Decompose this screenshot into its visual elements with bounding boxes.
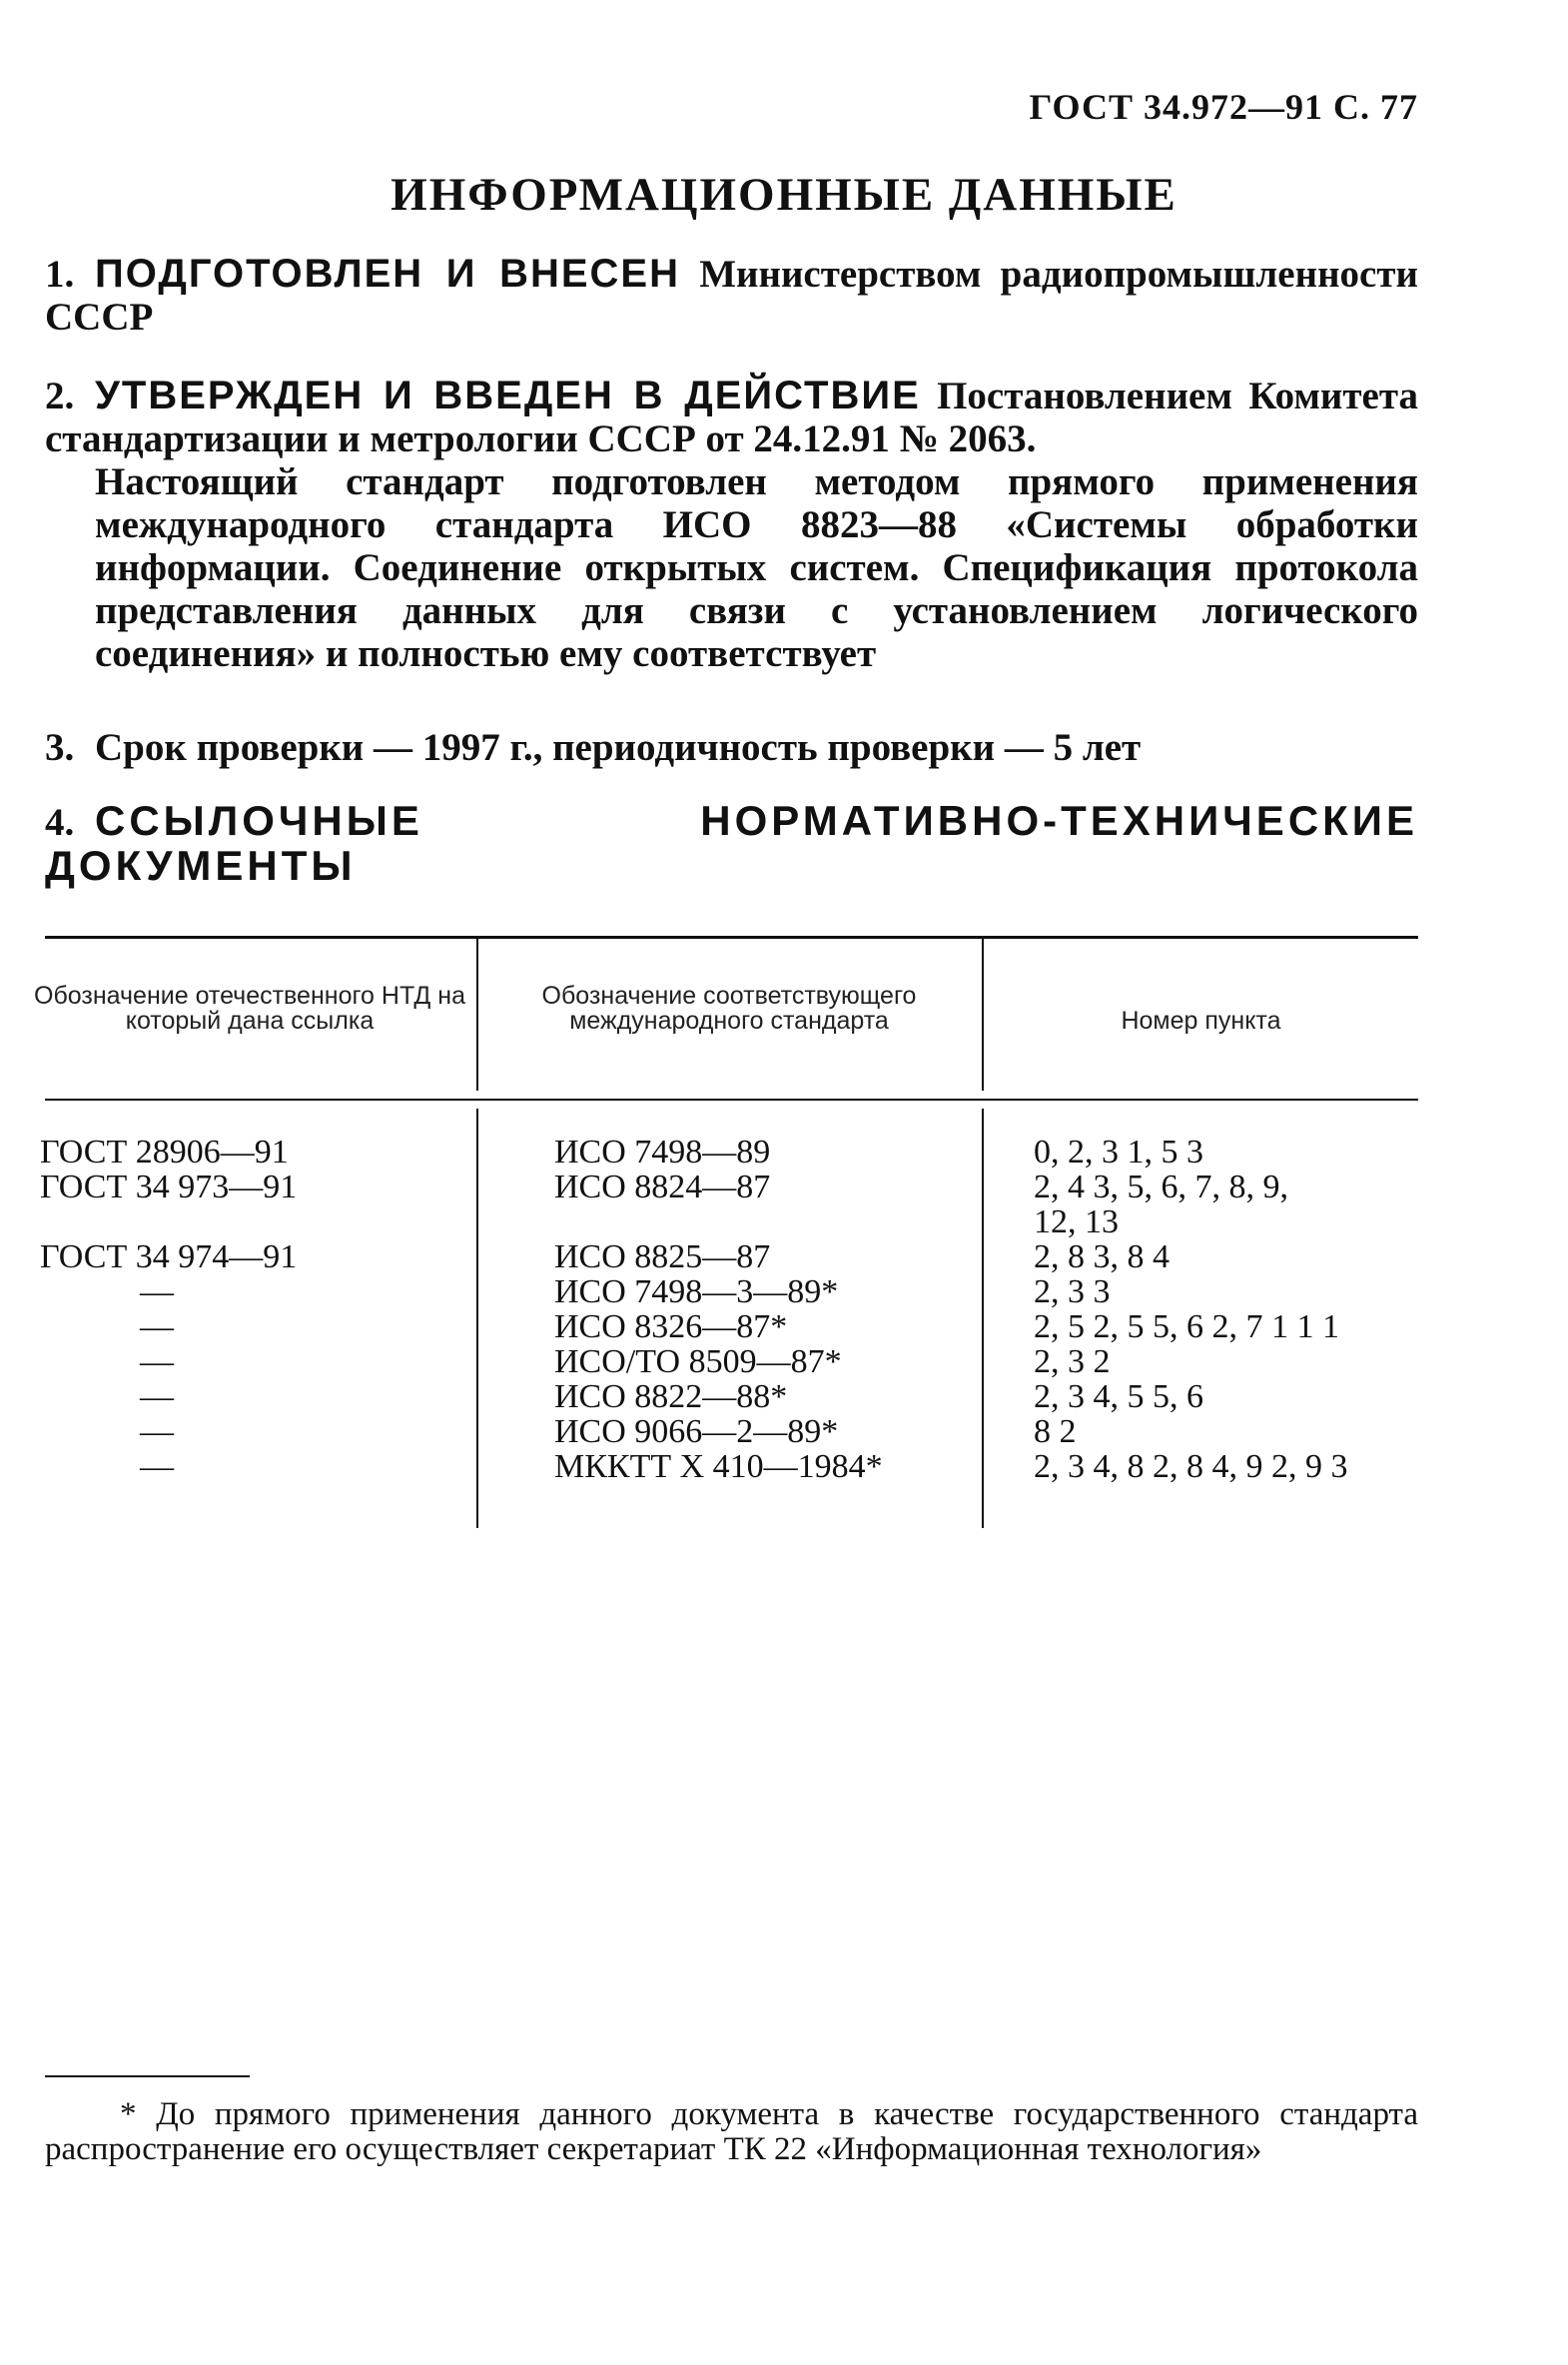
table-cell: 2, 8 3, 8 4 xyxy=(1034,1238,1170,1275)
table-cell: — xyxy=(140,1308,174,1345)
table-cell: 2, 3 4, 5 5, 6 xyxy=(1034,1378,1203,1415)
table-cell: ИСО 8822—88* xyxy=(554,1378,788,1415)
table-cell: ГОСТ 34 973—91 xyxy=(40,1169,298,1205)
info-item-3 xyxy=(45,726,1418,769)
item-number: 2. xyxy=(45,375,75,417)
header-divider xyxy=(982,939,984,1091)
header-divider xyxy=(476,939,478,1091)
table-cell: 0, 2, 3 1, 5 3 xyxy=(1034,1134,1203,1171)
table-cell: — xyxy=(140,1413,174,1450)
item-heading: ПОДГОТОВЛЕН И ВНЕСЕН xyxy=(95,252,680,296)
page-header: ГОСТ 34.972—91 С. 77 xyxy=(1029,87,1418,127)
column-international xyxy=(554,1135,984,1484)
table-cell: — xyxy=(140,1273,174,1310)
table-cell: — xyxy=(140,1378,174,1415)
item-continuation: Настоящий стандарт подготовлен методом прямого применения международного стандарта ИСО 8823—88 «Системы обработки информации. Соединение открытых систем. Спецификация протокола представления данных для связи с установлением логического соединения» и полностью ему соответствует xyxy=(95,460,1418,675)
table-cell xyxy=(554,1204,984,1239)
item-number: 4. xyxy=(45,801,75,844)
table-cell: 2, 4 3, 5, 6, 7, 8, 9, xyxy=(1034,1169,1288,1205)
table-cell: 12, 13 xyxy=(1034,1203,1119,1240)
table-cell: ИСО 8326—87* xyxy=(554,1308,788,1345)
table-cell: 8 2 xyxy=(1034,1413,1077,1450)
footnote-text: * До прямого применения данного документа в качестве государственного стандарта распространение его осуществляет секретариат ТК 22 «Информационная технология» xyxy=(45,2096,1418,2167)
table-cell: МККТТ X 410—1984* xyxy=(554,1448,883,1485)
table-top-rule xyxy=(45,936,1418,939)
column-header-international: Обозначение соответствующего международного стандарта xyxy=(541,982,917,1035)
column-clause xyxy=(1034,1135,1433,1484)
item-text: Срок проверки — 1997 г., периодичность проверки — 5 лет xyxy=(95,726,1142,769)
page-title: ИНФОРМАЦИОННЫЕ ДАННЫЕ xyxy=(391,169,1177,221)
table-cell: ГОСТ 34 974—91 xyxy=(40,1238,298,1275)
table-cell: — xyxy=(140,1448,174,1485)
table-cell: 2, 5 2, 5 5, 6 2, 7 1 1 1 xyxy=(1034,1308,1339,1345)
item-heading: УТВЕРЖДЕН И ВВЕДЕН В ДЕЙСТВИЕ xyxy=(95,374,921,417)
table-header-rule xyxy=(45,1099,1418,1101)
info-item-4 xyxy=(45,799,1418,889)
table-cell: 2, 3 4, 8 2, 8 4, 9 2, 9 3 xyxy=(1034,1448,1348,1485)
column-header-domestic: Обозначение отечественного НТД на который дана ссылка xyxy=(34,982,465,1035)
info-item-1 xyxy=(45,253,1418,339)
item-number: 1. xyxy=(45,253,75,296)
footnote xyxy=(45,2097,1418,2167)
item-heading: ССЫЛОЧНЫЕ НОРМАТИВНО-ТЕХНИЧЕСКИЕ ДОКУМЕНТЫ xyxy=(45,797,1418,889)
table-cell: — xyxy=(140,1343,174,1380)
table-cell: ИСО 8825—87 xyxy=(554,1238,771,1275)
body-divider xyxy=(476,1109,478,1528)
footnote-separator xyxy=(45,2075,250,2077)
table-cell: ИСО 8824—87 xyxy=(554,1169,771,1205)
table-cell: 2, 3 2 xyxy=(1034,1343,1111,1380)
column-domestic xyxy=(40,1135,469,1484)
item-text: Министерством радиопромышленности СССР xyxy=(45,253,1418,339)
table-cell: ИСО 9066—2—89* xyxy=(554,1413,839,1450)
item-text: Постановлением Комитета стандартизации и метрологии СССР от 24.12.91 № 2063. xyxy=(45,375,1418,460)
table-cell: ИСО 7498—89 xyxy=(554,1134,771,1171)
table-cell: 2, 3 3 xyxy=(1034,1273,1111,1310)
table-cell: ГОСТ 28906—91 xyxy=(40,1134,289,1171)
column-header-clause: Номер пункта xyxy=(1121,1007,1281,1035)
table-cell xyxy=(40,1204,469,1239)
item-number: 3. xyxy=(45,726,75,769)
table-cell: ИСО 7498—3—89* xyxy=(554,1273,839,1310)
table-cell: ИСО/ТО 8509—87* xyxy=(554,1343,842,1380)
info-item-2 xyxy=(45,375,1418,675)
